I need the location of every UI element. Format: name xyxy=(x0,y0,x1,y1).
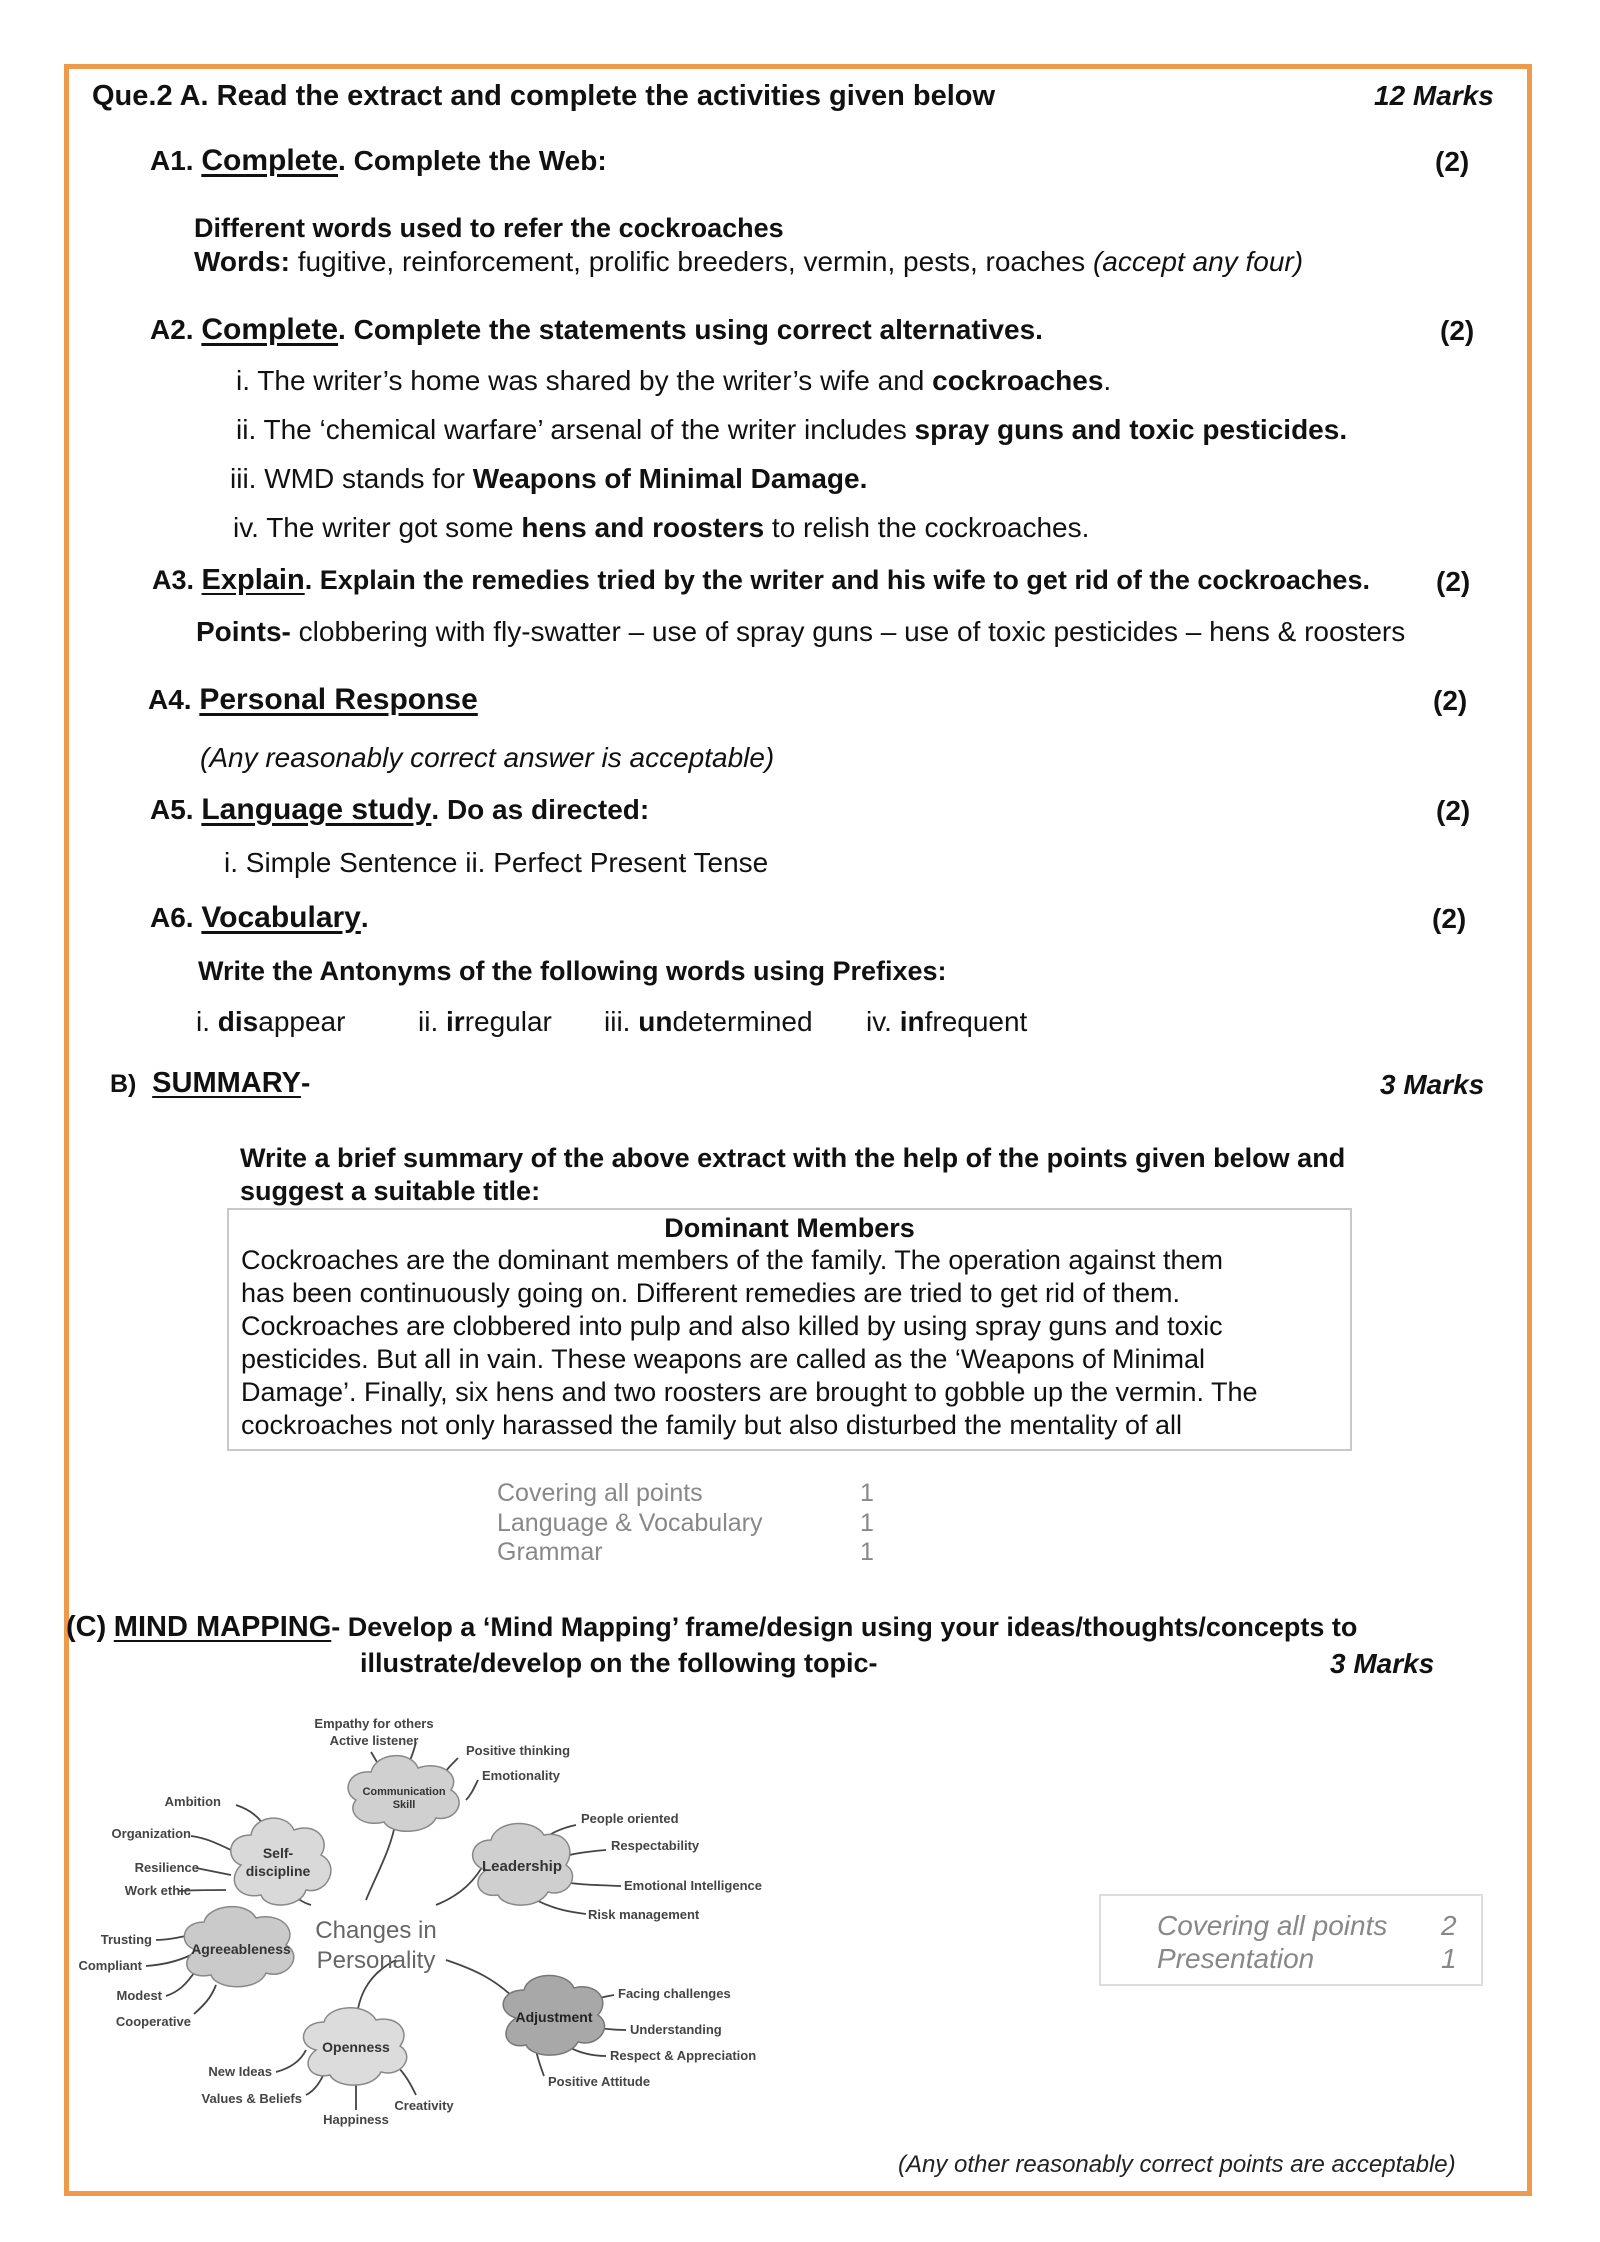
leaf-label: Compliant xyxy=(78,1958,142,1973)
a5-answers: i. Simple Sentence ii. Perfect Present Tense xyxy=(224,847,769,878)
center-label: Personality xyxy=(316,1947,436,1974)
a1-heading xyxy=(150,144,607,178)
a2-item-4: iv. The writer got some hens and roosters to relish the cockroaches. xyxy=(233,512,1090,543)
summary-answer-box xyxy=(227,1208,1352,1451)
a1-line1: Different words used to refer the cockroaches xyxy=(194,213,784,243)
summary-rubric-label: Covering all points xyxy=(497,1479,703,1507)
a6-item-1: i. disappear xyxy=(196,1006,346,1037)
leaf-label: Work ethic xyxy=(124,1883,191,1898)
leaf-label: Happiness xyxy=(323,2112,389,2127)
leaf-label: Respect & Appreciation xyxy=(610,2048,757,2063)
a3-marks: (2) xyxy=(1436,566,1471,597)
leaf-label: Understanding xyxy=(630,2022,722,2037)
a2-item-3: iii. WMD stands for Weapons of Minimal Damage. xyxy=(230,463,868,494)
summary-line: pesticides. But all in vain. These weapons are called as the ‘Weapons of Minimal xyxy=(241,1344,1206,1374)
leaf-label: Organization xyxy=(111,1826,191,1841)
leaf-label: Empathy for others xyxy=(314,1716,434,1731)
a1-number: A1. xyxy=(150,145,194,176)
leaf-label: Ambition xyxy=(164,1794,221,1809)
leaf-label: Respectability xyxy=(611,1838,700,1853)
node-label: Leadership xyxy=(481,1858,563,1875)
section-c-title: MIND MAPPING xyxy=(113,1611,332,1643)
summary-line: Cockroaches are the dominant members of the family. The operation against them xyxy=(241,1245,1224,1275)
a5-heading xyxy=(150,793,649,827)
section-c-marks: 3 Marks xyxy=(1330,1648,1435,1679)
mind-map-diagram xyxy=(66,1700,906,2180)
a6-item-4: iv. infrequent xyxy=(866,1006,1028,1037)
leaf-label: Risk management xyxy=(588,1907,700,1922)
node-self-discipline xyxy=(231,1818,331,1905)
a4-marks: (2) xyxy=(1433,685,1468,716)
mind-mapping-heading xyxy=(66,1611,1357,1644)
a1-marks: (2) xyxy=(1435,146,1470,177)
summary-line: Damage’. Finally, six hens and two roosters are brought to gobble up the vermin. The xyxy=(241,1377,1258,1407)
leaf-label: Active listener xyxy=(329,1733,419,1748)
leaf-label: Positive thinking xyxy=(466,1743,571,1758)
a1-title: Complete xyxy=(201,144,339,177)
a6-marks: (2) xyxy=(1432,903,1467,934)
a3-instruction: . Explain the remedies tried by the writer and his wife to get rid of the cockroaches. xyxy=(304,565,1370,595)
section-c-label: (C) xyxy=(66,1611,107,1643)
a1-words-label: Words: xyxy=(194,246,290,277)
node-agreeableness xyxy=(184,1907,293,1987)
leaf-label: Modest xyxy=(116,1988,162,2003)
a6-item-2: ii. irregular xyxy=(418,1006,552,1037)
leaf-label: Values & Beliefs xyxy=(201,2091,302,2106)
a2-title: Complete xyxy=(201,313,339,346)
node-communication-skill xyxy=(348,1756,459,1832)
leaf-label: Cooperative xyxy=(115,2014,191,2029)
a6-item-3: iii. undetermined xyxy=(604,1006,813,1037)
section-b-title: SUMMARY xyxy=(152,1067,301,1099)
leaf-label: Resilience xyxy=(134,1860,199,1875)
node-label: Openness xyxy=(322,2039,390,2055)
summary-rubric-value: 1 xyxy=(860,1479,874,1507)
a2-number: A2. xyxy=(150,314,194,345)
a6-number: A6. xyxy=(150,902,194,933)
leaf-label: People oriented xyxy=(581,1811,679,1826)
leaf-label: Creativity xyxy=(394,2098,454,2113)
a3-number: A3. xyxy=(152,565,195,595)
leaf-label: Emotionality xyxy=(482,1768,561,1783)
a5-title: Language study xyxy=(201,793,432,826)
node-adjustment xyxy=(503,1975,604,2055)
mind-map-rubric-label: Presentation xyxy=(1157,1943,1315,1974)
summary-line: Cockroaches are clobbered into pulp and also killed by using spray guns and toxic xyxy=(241,1311,1223,1341)
section-b-label: B) xyxy=(110,1070,137,1098)
a6-title: Vocabulary xyxy=(201,901,361,934)
mind-map-rubric-value: 1 xyxy=(1441,1943,1457,1974)
a2-item-1: i. The writer’s home was shared by the writer’s wife and cockroaches. xyxy=(236,365,1112,396)
a4-heading xyxy=(148,683,478,717)
mind-map-rubric-label: Covering all points xyxy=(1157,1910,1388,1941)
node-label: Adjustment xyxy=(515,2009,593,2025)
summary-text xyxy=(241,1244,1338,1442)
summary-heading: B) SUMMARY- xyxy=(110,1067,311,1099)
node-openness xyxy=(304,2008,407,2085)
a6-heading xyxy=(150,901,369,935)
node-label: discipline xyxy=(245,1863,311,1879)
a2-heading xyxy=(150,313,1043,347)
a1-instruction: . Complete the Web: xyxy=(338,145,607,176)
a3-title: Explain xyxy=(201,564,305,596)
summary-rubric-value: 1 xyxy=(860,1509,874,1537)
leaf-label: Trusting xyxy=(100,1932,152,1947)
node-label: Agreeableness xyxy=(191,1941,291,1957)
center-label: Changes in xyxy=(315,1917,437,1944)
section-b-marks: 3 Marks xyxy=(1380,1069,1485,1100)
a4-note: (Any reasonably correct answer is acceptable) xyxy=(200,742,775,773)
a6-subhead: Write the Antonyms of the following words using Prefixes: xyxy=(198,956,947,986)
node-leadership xyxy=(473,1824,573,1906)
a2-item-2: ii. The ‘chemical warfare’ arsenal of the writer includes spray guns and toxic pesticides. xyxy=(236,414,1348,445)
a3-points xyxy=(196,616,1405,648)
summary-instruction-1: Write a brief summary of the above extract with the help of the points given below and xyxy=(240,1143,1346,1173)
section-c-instruction-1: - Develop a ‘Mind Mapping’ frame/design using your ideas/thoughts/concepts to xyxy=(331,1612,1358,1642)
a2-marks: (2) xyxy=(1440,315,1475,346)
a5-marks: (2) xyxy=(1436,795,1471,826)
a4-number: A4. xyxy=(148,684,192,715)
a1-words-text: fugitive, reinforcement, prolific breeders, vermin, pests, roaches xyxy=(289,246,1093,277)
mind-map-center xyxy=(315,1917,436,1974)
node-label: Communication xyxy=(362,1786,446,1798)
leaf-label: Emotional Intelligence xyxy=(624,1878,762,1893)
leaf-label: Positive Attitude xyxy=(548,2074,651,2089)
a4-title: Personal Response xyxy=(199,683,478,716)
summary-line: has been continuously going on. Different remedies are tried to get rid of them. xyxy=(241,1278,1181,1308)
section-c-instruction-2: illustrate/develop on the following topic- xyxy=(360,1648,878,1678)
a3-points-text: clobbering with fly-swatter – use of spray guns – use of toxic pesticides – hens & roosters xyxy=(290,616,1406,647)
a6-instruction: . xyxy=(360,902,369,933)
a1-words xyxy=(194,246,1303,278)
question-heading: Que.2 A. Read the extract and complete the activities given below xyxy=(92,80,996,112)
a1-words-note: (accept any four) xyxy=(1092,246,1304,277)
node-label: Skill xyxy=(392,1799,416,1811)
summary-line: cockroaches not only harassed the family but also disturbed the mentality of all xyxy=(241,1410,1183,1440)
total-marks: 12 Marks xyxy=(1374,80,1494,111)
leaf-label: New Ideas xyxy=(208,2064,272,2079)
summary-instruction-2: suggest a suitable title: xyxy=(240,1176,541,1206)
summary-title: Dominant Members xyxy=(664,1213,915,1243)
a5-number: A5. xyxy=(150,794,194,825)
a3-points-label: Points- xyxy=(196,616,291,647)
footer-note: (Any other reasonably correct points are acceptable) xyxy=(898,2151,1456,2178)
node-label: Self- xyxy=(262,1845,294,1861)
a5-instruction: . Do as directed: xyxy=(431,794,650,825)
summary-rubric-label: Grammar xyxy=(497,1538,603,1566)
mind-map-rubric-box xyxy=(1099,1894,1483,1986)
leaf-label: Facing challenges xyxy=(618,1986,731,2001)
mind-map-rubric-value: 2 xyxy=(1441,1910,1457,1941)
a3-heading xyxy=(152,564,1370,597)
summary-rubric-value: 1 xyxy=(860,1538,874,1566)
a2-instruction: . Complete the statements using correct alternatives. xyxy=(338,314,1043,345)
summary-rubric-label: Language & Vocabulary xyxy=(497,1509,763,1537)
